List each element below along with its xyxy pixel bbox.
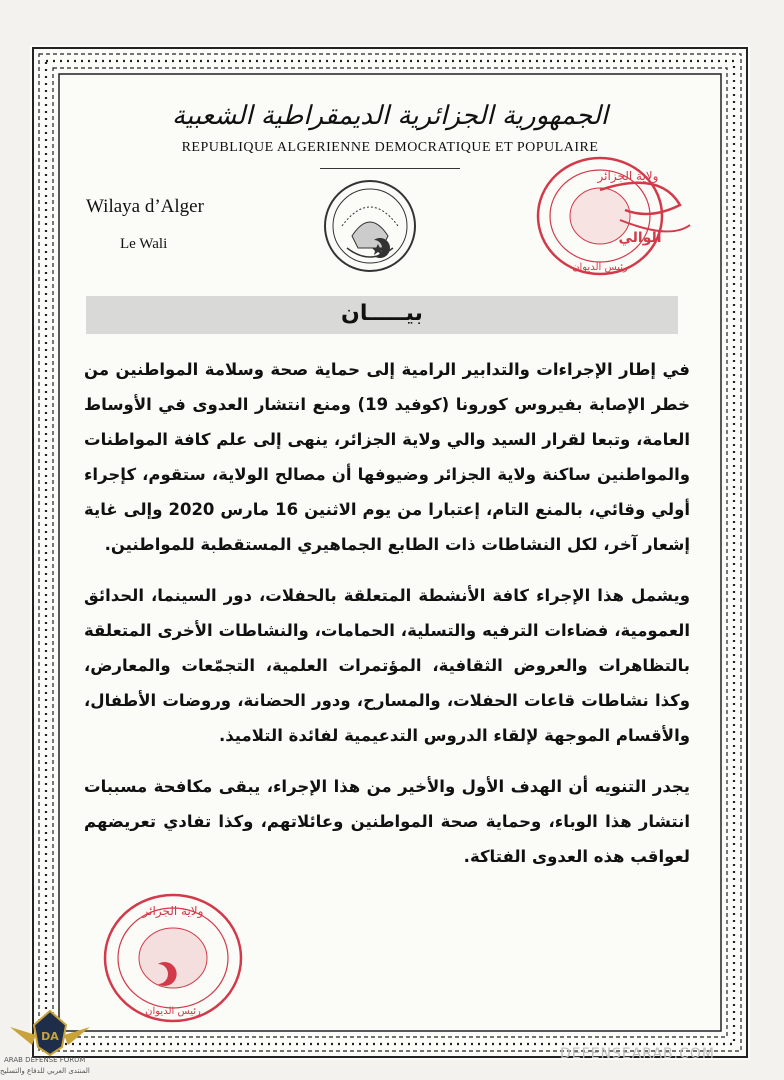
national-emblem-icon — [322, 178, 418, 274]
paragraph-1: في إطار الإجراءات والتدابير الرامية إلى حماية صحة وسلامة المواطنين من خطر الإصابة بفيروس كورونا (كوفيد 19) ومنع انتشار العدوى في الأوساط العامة، وتبعا لقرار السيد والي ولاية الجزائر، ينهى إلى علم كافة المواطنات والمواطنين ساكنة ولاية الجزائر وضيوفها أن مصالح الولاية، ستقوم، كإجراء أولي وقائي، بالمنع التام، إعتبارا من يوم الاثنين 16 مارس 2020 وإلى غاية إشعار آخر، لكل النشاطات ذات الطابع الجماهيري المستقطبة للمواطنين. — [84, 360, 691, 554]
official-stamp-top — [530, 150, 700, 280]
wilaya-label: Wilaya d’Alger — [86, 196, 204, 217]
stamp-top-text-3: رئيس الديوان — [572, 262, 628, 273]
stamp-top-text-1: ولاية الجزائر — [597, 169, 659, 183]
stamp-top-text-2: الوالي — [618, 230, 662, 246]
country-title-french: REPUBLIQUE ALGERIENNE DEMOCRATIQUE ET POPULAIRE — [181, 140, 599, 155]
svg-text:DA: DA — [41, 1030, 59, 1043]
paragraph-3: يجدر التنويه أن الهدف الأول والأخير من هذا الإجراء، يبقى مكافحة مسببات انتشار هذا الوباء، وحماية صحة المواطنين وعائلاتهم، وكذا تفادي تعريضهم لعواقب هذه العدوى الفتاكة. — [84, 777, 690, 866]
paragraph-2: ويشمل هذا الإجراء كافة الأنشطة المتعلقة بالحفلات، دور السينما، الحدائق العمومية، فضاءات الترفيه والتسلية، الحمامات، والنشاطات الأخرى المتعلقة بالتظاهرات والعروض الثقافية، المؤتمرات العلمية، التجمّعات والمعارض، وكذا نشاطات قاعات الحفلات، والمسارح، ودور الحضانة، وروضات الأطفال، والأقسام الموجهة لإلقاء الدروس التدعيمية لفائدة التلاميذ. — [84, 586, 690, 745]
forum-name: ARAB DEFENSE FORUM — [4, 1056, 86, 1064]
country-title-arabic: الجمهورية الجزائرية الديمقراطية الشعبية — [172, 101, 608, 131]
forum-name-arabic: المنتدى العربي للدفاع والتسليح — [0, 1067, 90, 1075]
header-divider — [320, 168, 460, 169]
document-body — [84, 352, 690, 890]
stamp-bottom-text-2: رئيس الديوان — [145, 1006, 201, 1017]
watermark-site: DEFENSEARAB.COM — [560, 1046, 715, 1062]
title-banner — [86, 296, 678, 334]
document-title: بيـــــان — [341, 301, 423, 326]
stamp-bottom-text-1: ولاية الجزائر — [142, 904, 204, 918]
official-stamp-bottom — [98, 890, 248, 1025]
wali-label: Le Wali — [120, 236, 168, 252]
